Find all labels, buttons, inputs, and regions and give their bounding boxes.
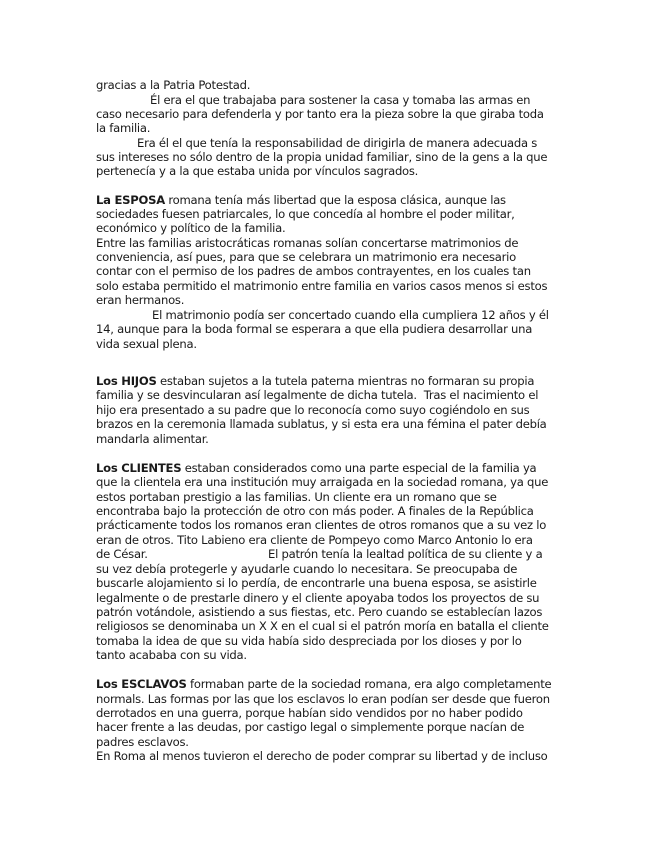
text-line: padres esclavos. (96, 735, 189, 749)
text-line: la familia. (96, 121, 151, 135)
text-line: brazos en la ceremonia llamada sublatus, y si esta era una fémina el pater debía (96, 417, 547, 431)
text-line: El patrón tenía la lealtad política de su cliente y a (268, 547, 543, 561)
heading-clientes: Los CLIENTES (96, 461, 182, 475)
text-line (96, 461, 536, 475)
text-line: Era él el que tenía la responsabilidad de dirigirla de manera adecuada s (137, 136, 538, 150)
text-line: eran hermanos. (96, 293, 185, 307)
text-line: buscarle alojamiento si lo perdía, de encontrarle una buena esposa, se asistirle (96, 576, 537, 590)
text-line: hacer frente a las deudas, por castigo legal o simplemente porque nacían de (96, 720, 525, 734)
text-line: tomaba la idea de que su vida había sido despreciada por los dioses y por lo (96, 634, 522, 648)
text-segment: estaban sujetos a la tutela paterna mientras no formaran su propia (156, 374, 535, 388)
text-line: sus intereses no sólo dentro de la propia unidad familiar, sino de la gens a la que (96, 150, 548, 164)
text-segment: estaban considerados como una parte especial de la familia ya (181, 461, 537, 475)
text-line: gracias a la Patria Potestad. (96, 78, 251, 92)
text-line (96, 374, 534, 388)
text-line: hijo era presentado a su padre que lo reconocía como suyo cogiéndolo en sus (96, 403, 530, 417)
text-line (96, 677, 551, 691)
text-line: prácticamente todos los romanos eran clientes de otros romanos que a su vez lo (96, 518, 547, 532)
heading-hijos: Los HIJOS (96, 374, 157, 388)
text-line (96, 547, 148, 561)
text-line: Él era el que trabajaba para sostener la casa y tomaba las armas en (150, 93, 531, 107)
text-line: patrón votándole, asistiendo a sus fiestas, etc. Pero cuando se establecían lazos (96, 605, 543, 619)
text-line: caso necesario para defenderla y por tanto era la pieza sobre la que giraba toda (96, 107, 544, 121)
text-line: Entre las familias aristocráticas romanas solían concertarse matrimonios de (96, 236, 519, 250)
text-line: 14, aunque para la boda formal se esperara a que ella pudiera desarrollar una (96, 322, 533, 336)
text-segment: romana tenía más libertad que la esposa clásica, aunque las (164, 193, 506, 207)
text-line: sociedades fuesen patriarcales, lo que concedía al hombre el poder militar, (96, 207, 515, 221)
text-line: tanto acababa con su vida. (96, 648, 247, 662)
text-line: contar con el permiso de los padres de ambos contrayentes, en los cuales tan (96, 264, 531, 278)
text-line: normals. Las formas por las que los esclavos lo eran podían ser desde que fueron (96, 692, 550, 706)
text-line: legalmente o de prestarle dinero y el cliente apoyaba todos los proyectos de su (96, 591, 540, 605)
text-segment: de César. (96, 547, 148, 561)
text-line: familia y se desvincularan así legalmente de dicha tutela. Tras el nacimiento el (96, 388, 539, 402)
text-line: religiosos se denominaba un X X en el cual si el patrón moría en batalla el cliente (96, 619, 549, 633)
text-line: pertenecía y a la que estaba unida por vínculos sagrados. (96, 164, 419, 178)
text-segment: formaban parte de la sociedad romana, era algo completamente (186, 677, 552, 691)
text-line: conveniencia, así pues, para que se celebrara un matrimonio era necesario (96, 250, 516, 264)
heading-esclavos: Los ESCLAVOS (96, 677, 187, 691)
text-line: derrotados en una guerra, porque habían sido vendidos por no haber podido (96, 706, 523, 720)
heading-esposa: La ESPOSA (96, 193, 165, 207)
text-line: El matrimonio podía ser concertado cuando ella cumpliera 12 años y él (152, 308, 549, 322)
text-line: económico y político de la familia. (96, 221, 286, 235)
text-line: su vez debía protegerle y ayudarle cuando lo necesitara. Se preocupaba de (96, 562, 518, 576)
text-line: solo estaba permitido el matrimonio entre familia en varios casos menos si estos (96, 279, 548, 293)
text-line: encontraba bajo la protección de otro con más poder. A finales de la República (96, 504, 534, 518)
text-line: En Roma al menos tuvieron el derecho de poder comprar su libertad y de incluso (96, 749, 548, 763)
text-line: vida sexual plena. (96, 337, 197, 351)
text-line (96, 193, 506, 207)
text-line: eran de otros. Tito Labieno era cliente de Pompeyo como Marco Antonio lo era (96, 533, 533, 547)
text-line: que la clientela era una institución muy arraigada en la sociedad romana, ya que (96, 475, 549, 489)
text-line: mandarla alimentar. (96, 432, 209, 446)
text-line: estos portaban prestigio a las familias. Un cliente era un romano que se (96, 490, 497, 504)
